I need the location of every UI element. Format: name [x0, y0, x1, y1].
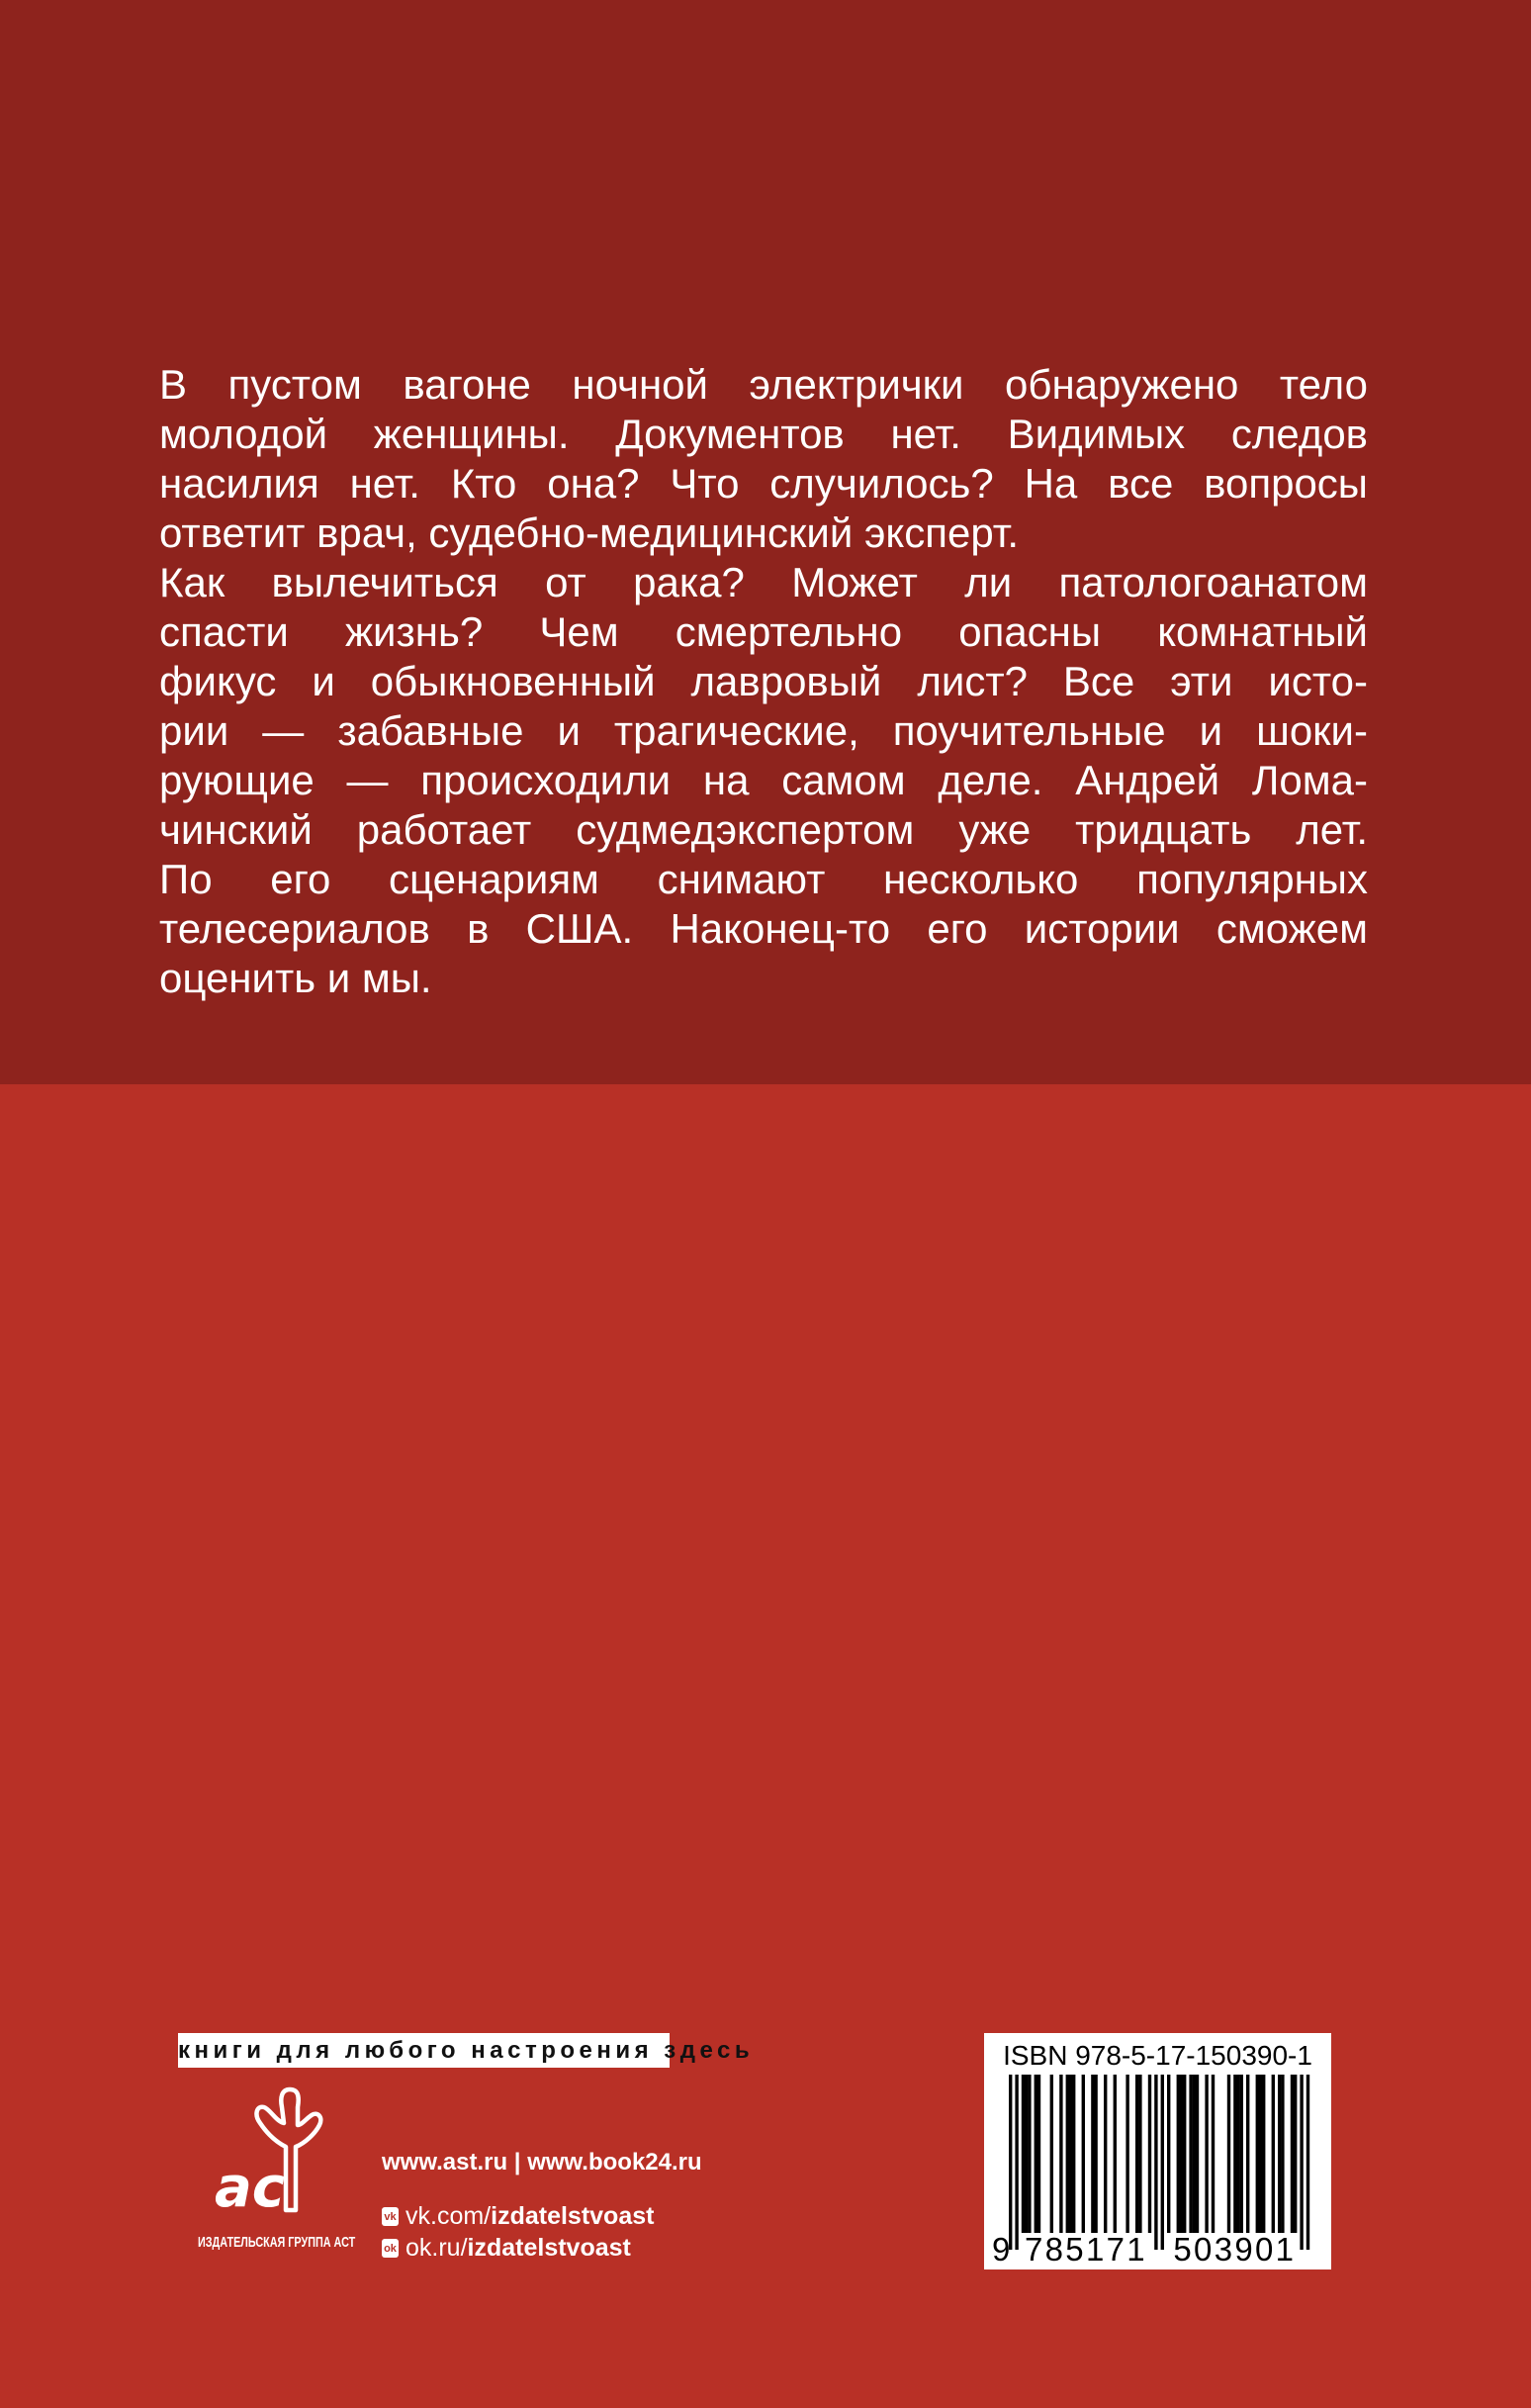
barcode-bar: [1050, 2075, 1053, 2233]
barcode-bar: [1138, 2075, 1141, 2233]
barcode-bar: [1259, 2075, 1262, 2233]
blurb-line: оценить и мы.: [159, 955, 432, 1001]
barcode-bar: [1180, 2075, 1183, 2233]
blurb-line: ответит врач, судебно-медицинский эксперт.: [159, 509, 1020, 556]
barcode-bar: [1154, 2075, 1157, 2250]
barcode-bar: [1256, 2075, 1259, 2233]
publisher-name: ИЗДАТЕЛЬСКАЯ ГРУППА АСТ: [198, 2234, 356, 2251]
barcode-bar: [1028, 2075, 1031, 2233]
barcode-bar: [1272, 2075, 1275, 2233]
blurb-line: молодой женщины. Документов нет. Видимых следов: [159, 411, 1368, 457]
blurb-line: фикус и обыкновенный лавровый лист? Все эти исто-: [159, 658, 1368, 704]
odnoklassniki-icon: ok: [382, 2239, 399, 2258]
barcode-bar: [1009, 2075, 1012, 2250]
barcode-bar: [1126, 2075, 1128, 2233]
barcode-bar: [1236, 2075, 1239, 2233]
barcode-digits: 9: [992, 2231, 1011, 2268]
barcode-bar: [1189, 2075, 1192, 2233]
barcode-bar: [1148, 2075, 1151, 2233]
barcode-bar: [1240, 2075, 1243, 2233]
barcode-bar: [1193, 2075, 1196, 2233]
slogan-banner: книги для любого настроения здесь: [178, 2033, 670, 2068]
barcode-bar: [1104, 2075, 1107, 2233]
barcode-bar: [1278, 2075, 1281, 2233]
barcode-bar: [1300, 2075, 1303, 2250]
barcode-bar: [1196, 2075, 1199, 2233]
barcode-bar: [1294, 2075, 1297, 2233]
blurb-line: насилия нет. Кто она? Что случилось? На все вопросы: [159, 460, 1368, 507]
barcode-bar: [1066, 2075, 1069, 2233]
barcode-bar: [1262, 2075, 1265, 2233]
barcode-bar: [1183, 2075, 1186, 2233]
barcode-bar: [1281, 2075, 1284, 2233]
blurb-line: По его сценариям снимают несколько популярных: [159, 856, 1368, 902]
barcode-bar: [1059, 2075, 1062, 2233]
isbn-barcode: [984, 2033, 1331, 2269]
barcode-bar: [1161, 2075, 1164, 2250]
blurb-line: телесериалов в США. Наконец-то его истории сможем: [159, 905, 1368, 952]
blurb-line: Как вылечиться от рака? Может ли патологоанатом: [159, 559, 1368, 605]
barcode-digits: 503901: [1173, 2231, 1294, 2268]
website-links[interactable]: www.ast.ru | www.book24.ru: [382, 2149, 702, 2176]
blurb-line: рующие — происходили на самом деле. Андрей Лома-: [159, 757, 1368, 803]
barcode-bar: [1091, 2075, 1094, 2233]
barcode-bar: [1015, 2075, 1018, 2250]
barcode-bar: [1022, 2075, 1025, 2233]
barcode-bar: [1306, 2075, 1309, 2250]
barcode-bar: [1082, 2075, 1085, 2233]
barcode-bar: [1212, 2075, 1215, 2233]
barcode-bar: [1233, 2075, 1236, 2233]
vk-link[interactable]: vk vk.com/izdatelstvoast: [382, 2202, 654, 2231]
barcode-bar: [1025, 2075, 1028, 2233]
barcode-bar: [1177, 2075, 1180, 2233]
barcode-bars: [984, 2033, 1331, 2269]
barcode-digits: 785171: [1025, 2231, 1145, 2268]
ok-link[interactable]: ok ok.ru/izdatelstvoast: [382, 2234, 631, 2263]
barcode-bar: [1094, 2075, 1097, 2233]
blurb-line: спасти жизнь? Чем смертельно опасны комнатный: [159, 608, 1368, 655]
vk-icon: vk: [382, 2207, 399, 2226]
isbn-label: ISBN 978-5-17-150390-1: [1003, 2040, 1312, 2071]
barcode-bar: [1114, 2075, 1117, 2233]
logo-letters: ас: [215, 2156, 285, 2220]
blurb-line: рии — забавные и трагические, поучительные и шоки-: [159, 707, 1368, 754]
barcode-bar: [1135, 2075, 1138, 2233]
barcode-bar: [1227, 2075, 1230, 2233]
blurb-line: чинский работает судмедэкспертом уже тридцать лет.: [159, 806, 1368, 853]
barcode-bar: [1291, 2075, 1294, 2233]
barcode-bar: [1246, 2075, 1249, 2233]
barcode-bar: [1072, 2075, 1075, 2233]
blurb-text: [159, 360, 1368, 1003]
ast-logo: [213, 2085, 336, 2220]
barcode-bar: [1205, 2075, 1208, 2233]
barcode-bar: [1037, 2075, 1040, 2233]
barcode-bar: [1069, 2075, 1072, 2233]
blurb-line: В пустом вагоне ночной электрички обнаружено тело: [159, 361, 1368, 408]
barcode-bar: [1035, 2075, 1037, 2233]
barcode-bar: [1167, 2075, 1170, 2233]
